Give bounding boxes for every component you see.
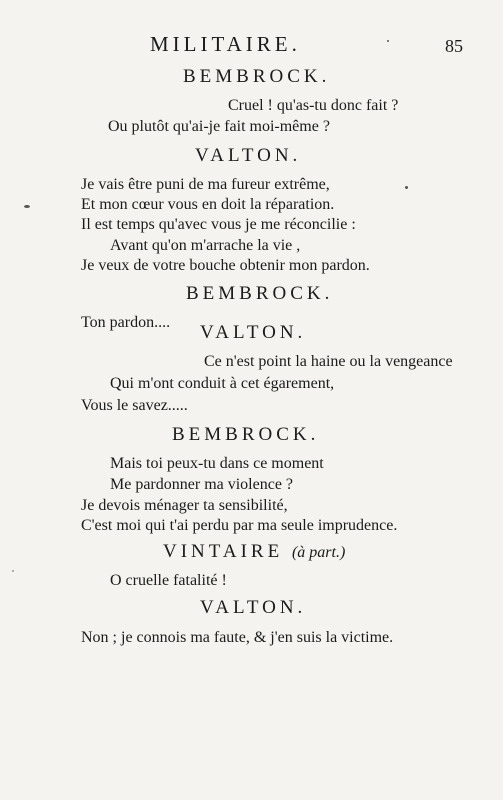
speaker-name: VALTON.	[200, 597, 307, 618]
page-number: 85	[445, 36, 463, 56]
verse-line: Mais toi peux-tu dans ce moment	[110, 455, 324, 472]
speaker-name: BEMBROCK.	[183, 66, 331, 87]
verse-line: Ton pardon....	[81, 314, 171, 331]
running-head: MILITAIRE.	[150, 32, 301, 56]
verse-line: Non ; je connois ma faute, & j'en suis la victime.	[81, 629, 394, 646]
print-speck	[12, 570, 14, 572]
speaker-name: BEMBROCK.	[172, 424, 320, 445]
verse-line: Cruel ! qu'as-tu donc fait ?	[228, 97, 399, 114]
verse-line: Ou plutôt qu'ai-je fait moi-même ?	[108, 118, 330, 135]
speaker-name: BEMBROCK.	[186, 283, 334, 304]
verse-line: C'est moi qui t'ai perdu par ma seule imprudence.	[81, 517, 398, 534]
verse-line: Je veux de votre bouche obtenir mon pardon.	[81, 257, 370, 274]
speaker-name-text: VINTAIRE	[163, 541, 284, 562]
print-speck	[24, 205, 30, 208]
stage-direction: (à part.)	[291, 544, 346, 561]
print-speck	[387, 40, 389, 42]
verse-line: Avant qu'on m'arrache la vie ,	[110, 237, 301, 254]
verse-line: Il est temps qu'avec vous je me réconcilie :	[81, 216, 356, 233]
verse-line: Et mon cœur vous en doit la réparation.	[81, 196, 335, 213]
speaker-name	[163, 541, 345, 563]
verse-line: Je vais être puni de ma fureur extrême,	[81, 176, 330, 193]
verse-line: O cruelle fatalité !	[110, 572, 227, 589]
speaker-name: VALTON.	[195, 145, 302, 166]
verse-line: Qui m'ont conduit à cet égarement,	[110, 375, 335, 392]
verse-line: Je devois ménager ta sensibilité,	[81, 497, 288, 514]
verse-line: Me pardonner ma violence ?	[110, 476, 294, 493]
speaker-name: VALTON.	[200, 322, 307, 343]
verse-line: Ce n'est point la haine ou la vengeance	[204, 353, 453, 370]
print-speck	[405, 186, 408, 189]
verse-line: Vous le savez.....	[81, 397, 188, 414]
